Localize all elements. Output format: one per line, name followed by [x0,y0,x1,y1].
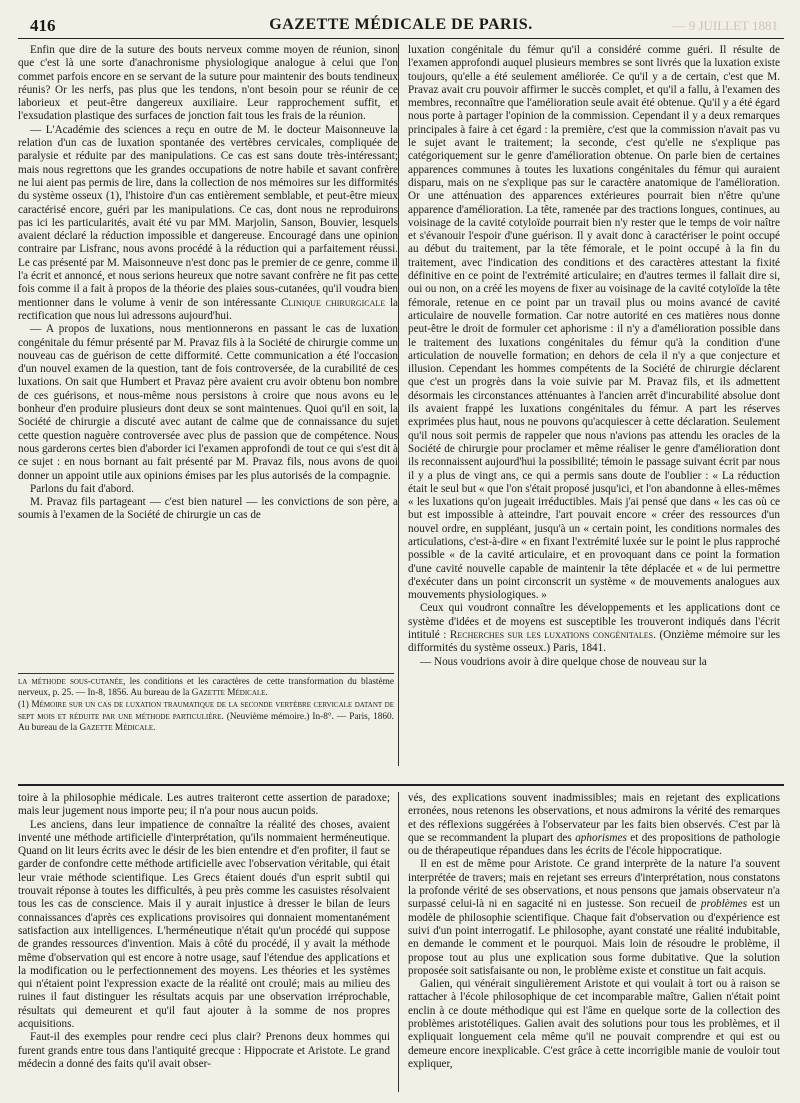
bottom-right-column [408,792,780,1092]
paragraph-paradoxe: toire à la philosophie médicale. Les autres traiteront cette assertion de paradoxe; mais leur jugement nous importe peu; il n'a pour nous aucun poids. [18,792,390,818]
top-left-column [18,44,398,668]
section-divider [18,784,784,786]
aphorismes-word: aphorismes [575,831,627,844]
column-rule-bottom [398,792,399,1092]
paragraph-exemples: Faut-il des exemples pour rendre ceci plus clair? Prenons deux hommes qui furent grands entre tous dans l'antiquité grecque : Hippocrate et Aristote. Le grand médecin a donné des faits qu'il avait obser- [18,1031,390,1070]
recherches-title: Recherches sur les luxations congénitales. [449,629,656,642]
footnote-1-title: Mémoire sur un cas de luxation traumatique de la seconde vertèbre cervicale datant de sept mois et réduite par une méthode particulière. [18,700,395,722]
bleed-through-date: — 9 JUILLET 1881 [672,18,778,33]
journal-title: GAZETTE MÉDICALE DE PARIS. [269,16,533,33]
paragraph-galien: Galien, qui vénérait singulièrement Aristote et qui voulait à tort ou à raison se rattacher à l'école philosophique de cet incomparable maître, Galien n'était point enclin à ce doute méthodique qui est l'âme en quelque sorte de la collection des problèmes aristotéliques. Galien avait des solutions pour tous les problèmes, et il expliquait longuement cela même qu'il ne pouvait comprendre et qui est ou demeure encore inexplicable. C'est grâce à cette incorrigible manie de vouloir tout expliquer, [408,978,780,1070]
hippocrate-end: et des propositions de pathologie ou de thérapeutique répandues dans les écrits de l'école hippocratique. [408,831,780,858]
page-header [18,14,784,39]
bottom-left-column [18,792,390,1092]
paragraph-suture: Enfin que dire de la suture des bouts nerveux comme moyen de réunion, sinon que c'est là une sorte d'anachronisme physiologique analogue à celui que l'on commet parfois encore en se servant de la suture pour maintenir des bouts tendineux réunis? Or les nerfs, pas plus que les tendons, n'ont besoin pour se réunir de ce laborieux et peut-être dangereux auxiliaire. Leur rapprochement suffit, et l'exsudation plastique des surfaces de jonction fait tous les frais de la réunion. [18,44,398,123]
footnotes [18,673,394,735]
footnote-1-text: (Neuvième mémoire.) In-8°. — Paris, 1860. Au bureau de la [18,711,394,733]
paragraph-luxation-congenitale: luxation congénitale du fémur qu'il a considéré comme guéri. Il résulte de l'examen approfondi auquel plusieurs membres se sont livrés que la luxation existe toujours, qu'elle a été seulement améliorée. Ce qu'il y a de certain, c'est que M. Pravaz avait cru pouvoir affirmer le succès complet, et qu'il a fallu, à l'examen des membres, reconnaître que l'amélioration seule avait été obtenue. Qu'il y a été égard nous porte à partager l'opinion de la commission. Cependant il y a deux remarques principales à faire à cet égard : la première, c'est que la commission n'avait pas vu le sujet avant le traitement; la seconde, c'est qu'elle ne s'explique pas catégoriquement sur le genre d'amélioration obtenue. On parle bien de certaines apparences communes à toutes les luxations congénitales du fémur qui auraient disparu, mais on ne s'explique pas sur le caractère anatomique de l'amélioration. Or une atténuation des apparences extérieures pourrait bien n'être qu'une apparence d'amélioration. La tête, ramenée par des tractions longues, continues, au voisinage de la cavité cotyloïde pourrait bien n'y rester que le temps de voir naître et s'évanouir l'espoir d'une guérison. Il y avait donc à caractériser le point occupé au début du traitement, par la tête fémorale, et le point occupé à la fin du traitement, avec l'indication des conditions et des caractères attestant la fixité définitive en ce point de l'extrémité articulaire; en d'autres termes il fallait dire si, oui ou non, on a créé les moyens de fixer au voisinage de la cavité cotyloïde la tête fémorale, retenue en ce point par un travail plus ou moins avancé de cavité articulaire de nouvelle formation. Car notre autorité en ces matières nous donne peut-être le droit de formuler cet aphorisme : il n'y a d'amélioration possible dans le traitement des luxations congénitales du fémur qu'à la condition d'une articulation de nouvelle formation; en dehors de cela il n'y a que conjecture et illusion. Cependant les hommes compétents de la Société de chirurgie déclarent que c'est un progrès dans la voie suivie par M. Pravaz fils, et ils admettent désormais les circonstances atténuantes à l'ancien arrêt d'incurabilité absolue dont ils avaient frappé les luxations congénitales du fémur. A part les réserves exprimées plus haut, nous ne pouvons qu'acquiescer à cette déclaration. Seulement qu'il nous soit permis de rappeler que nous n'avions pas attendu les oracles de la Société de chirurgie pour proclamer et même réaliser le genre d'amélioration dont ils reconnaissent aujourd'hui la possibilité; témoin le passage suivant écrit par nous il y a plus de vingt ans, ce qui a permis sans doute de l'oublier : « La réduction était le seul but « que l'on s'était proposé jusqu'ici, et l'on abandonne à elles-mêmes « les luxations qu'on jugeait irréductibles. Mais j'ai pensé que dans « les cas où ce but est impossible à atteindre, l'art pouvait encore « créer des ressources d'un nouvel ordre, en suppléant, jusqu'à un « certain point, les conditions normales des articulations, c'est-à-dire « en fixant l'extrémité luxée sur le point le plus rapproché possible « de la cavité articulaire, et en provoquant dans ce point la formation d'une cavité nouvelle capable de maintenir la tête déplacée et « de lui permettre d'exécuter dans un point circonscrit un système « de mouvements analogues aux mouvements physiologiques. » [408,44,780,602]
paragraph-luxations: — A propos de luxations, nous mentionnerons en passant le cas de luxation congénitale du fémur présenté par M. Pravaz fils à la Société de chirurgie comme un nouveau cas de guérison de cette difformité. Cette communication a été l'occasion d'un nouvel examen de la question, tant de fois controversée, de la curabilité de ces luxations. On sait que Humbert et Pravaz père avaient cru avoir obtenu bon nombre de ces guérisons, et nous-même nous persistons à croire que nous avons eu le bonheur d'en produire plusieurs dont deux se sont maintenues. Quoi qu'il en soit, la Société de chirurgie a discuté avec autant de calme que de connaissance du sujet cette question naguère controversée avec plus de passion que de compétence. Nous nous garderons certes bien d'aborder ici l'examen approfondi de tout ce qui s'est dit à ce sujet : en nous bornant au fait présenté par M. Pravaz fils, nous avons de quoi donner un appoint utile aux opinions émises par les plus autorisés de la compagnie. [18,323,398,482]
recherches-end: (Onzième mémoire sur les difformités du système osseux.) Paris, 1841. [408,629,780,655]
footnote-0-title: la méthode sous-cutanée, [18,677,126,687]
paragraph-nouveau: — Nous voudrions avoir à dire quelque chose de nouveau sur la [420,655,707,668]
recherches-text: Ceux qui voudront connaître les développements et les applications dont ce système d'idées et de moyens est susceptible les trouveront indiqués dans l'écrit intitulé : [408,602,780,642]
paragraph-anciens: Les anciens, dans leur impatience de connaître la réalité des choses, avaient inventé une méthode artificielle d'interprétation, qu'ils nommaient herméneutique. Quand on lit leurs écrits avec le désir de les bien entendre et d'en profiter, il faut se garder de confondre cette méthode artificielle avec l'observation véritable, qui était leur vraie méthode scientifique. Les Grecs étaient doués d'un esprit subtil qui trouvait réponse à toutes les difficultés, à peu près comme les casuistes résolvaient tous les cas de conscience. Mais il y aurait injustice à dresser le bilan de leurs connaissances d'après ces explications provisoires qui donnaient momentanément satisfaction aux intelligences. L'herméneutique n'était qu'un procédé qui suppose de grandes ressources d'invention. Mais à côté du procédé, il y avait la méthode même d'observation qui est encore à notre usage, sauf l'étendue des applications et la modification ou le perfectionnement des moyens. Les théories et les systèmes qui n'étaient point l'expression exacte de la réalité ont croulé; mais au milieu des ruines il faut distinguer les résultats acquis par une observation irréprochable, résultats qui demeurent et qu'il faut ajouter à la somme de nos propres acquisitions. [18,818,390,1031]
footnote-0-journal: Gazette Médicale. [191,688,268,699]
problemes-word: problèmes [700,898,748,911]
aristote-text: Il en est de même pour Aristote. Ce grand interprète de la nature l'a souvent interprétée de travers; mais en rejetant ses erreurs d'interprétation, nous constatons la profonde vérité de ses observations, et nous pensons que jamais observateur n'a surpassé celui-là ni en sagacité ni en justesse. Son recueil de [408,858,780,911]
footnote-0 [18,677,394,699]
paragraph-recherches [408,602,780,655]
footnote-1-journal: Gazette Médicale. [79,722,156,733]
paragraph-academie [18,124,398,323]
top-right-column [408,44,780,774]
paragraph-hippocrate [408,792,780,858]
clinique-title: Clinique chirurgicale [280,296,386,309]
column-rule-top [398,44,399,766]
paragraph-aristote [408,858,780,978]
paragraph-parlons: Parlons du fait d'abord. [30,482,134,495]
aristote-end: est un modèle de philosophie scientifique. Chaque fait d'observation ou d'expérience est suivi d'un point interrogatif. Le philosophe, ayant constaté une réalité indubitable, en demande le comment et le pourquoi. Mais loin de résoudre le problème, il propose tout au plus une explication sous forme dubitative. Que la solution proposée soit satisfaisante ou non, le problème existe et constitue un fait acquis. [408,898,780,977]
footnote-1 [18,700,394,734]
footnote-0-text: les conditions et les caractères de cette transformation du blastème nerveux, p. 25. — In-8, 1856. Au bureau de la [18,677,395,699]
footnote-1-number: (1) [18,700,29,711]
academie-end: la rectification que nous lui adressons aujourd'hui. [18,296,398,322]
hippocrate-text: vés, des explications souvent inadmissibles; mais en rejetant des explications erronées, nous retenons les observations, et nous admirons la vérité des remarques et des réflexions suggérées à l'observateur par les faits bien observés. C'est par là que se recommandent la plupart des [408,792,780,844]
page-number: 416 [30,16,56,35]
paragraph-pravaz: M. Pravaz fils partageant — c'est bien naturel — les convictions de son père, a soumis à l'examen de la Société de chirurgie un cas de [18,496,398,522]
academie-text: — L'Académie des sciences a reçu en outre de M. le docteur Maisonneuve la relation d'un cas de luxation spontanée des vertèbres cervicales, compliquée de paralysie et réduite par des manipulations. Ce cas est sans doute très-intéressant; mais nous regrettons que les grandes occupations de notre habile et savant confrère ne lui aient pas permis de lire, dans la collection de nos mémoires sur les difformités du système osseux (1), l'histoire d'un cas entièrement semblable, et peut-être mieux caractérisé encore, guéri par les manipulations. Ce cas, dont nous ne reproduirons pas ici les particularités, avait été vu par MM. Marjolin, Sanson, Bouvier, lesquels avaient déclaré la réduction impossible et dangereuse. Encouragé dans une opinion contraire par Lisfranc, nous avons procédé à la réduction qui a parfaitement réussi. Le cas présenté par M. Maisonneuve n'est donc pas le premier de ce genre, comme il l'a écrit et annoncé, et nous serions heureux que notre savant confrère ne fit pas cette fois comme il a fait à propos de la théorie des plaies sous-cutanées, qu'il voudra bien mentionner dans le volume à venir de son intéressante [18,123,398,309]
